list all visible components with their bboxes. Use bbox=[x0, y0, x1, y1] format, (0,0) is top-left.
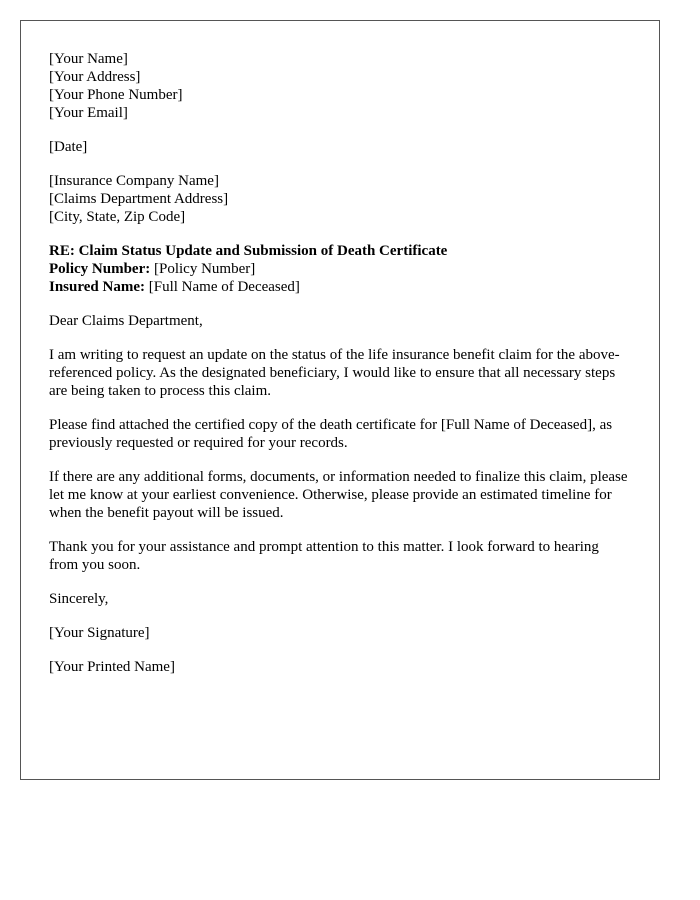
re-line: RE: Claim Status Update and Submission of Death Certificate bbox=[49, 243, 448, 259]
sender-block bbox=[49, 50, 631, 122]
sender-name: [Your Name] bbox=[49, 51, 128, 67]
policy-number-label: Policy Number: bbox=[49, 261, 151, 277]
recipient-city-state-zip: [City, State, Zip Code] bbox=[49, 209, 186, 225]
policy-number-line bbox=[49, 260, 631, 278]
policy-number-value: [Policy Number] bbox=[150, 261, 256, 277]
signature: [Your Signature] bbox=[49, 625, 150, 641]
recipient-block bbox=[49, 172, 631, 226]
salutation: Dear Claims Department, bbox=[49, 313, 203, 329]
letter-date: [Date] bbox=[49, 139, 88, 155]
body-paragraph-1: I am writing to request an update on the status of the life insurance benefit claim for the above-referenced policy. As the designated beneficiary, I would like to ensure that all necessary steps are being taken to process this claim. bbox=[49, 347, 620, 399]
insured-name-value: [Full Name of Deceased] bbox=[144, 279, 300, 295]
body-paragraph-2: Please find attached the certified copy of the death certificate for [Full Name of Deceased], as previously requested or required for your records. bbox=[49, 417, 613, 451]
date-block bbox=[49, 138, 631, 156]
recipient-address: [Claims Department Address] bbox=[49, 191, 229, 207]
subject-block bbox=[49, 242, 631, 296]
sender-address: [Your Address] bbox=[49, 69, 141, 85]
recipient-company: [Insurance Company Name] bbox=[49, 173, 219, 189]
body-paragraph-4: Thank you for your assistance and prompt attention to this matter. I look forward to hearing from you soon. bbox=[49, 539, 599, 573]
insured-name-line bbox=[49, 278, 631, 296]
sender-email: [Your Email] bbox=[49, 105, 128, 121]
body-paragraph-3: If there are any additional forms, documents, or information needed to finalize this claim, please let me know at your earliest convenience. Otherwise, please provide an estimated timeline for when the benefit payout will be issued. bbox=[49, 469, 628, 521]
letter-page bbox=[20, 20, 660, 780]
insured-name-label: Insured Name: bbox=[49, 279, 145, 295]
printed-name: [Your Printed Name] bbox=[49, 659, 175, 675]
sender-phone: [Your Phone Number] bbox=[49, 87, 183, 103]
closing: Sincerely, bbox=[49, 591, 109, 607]
